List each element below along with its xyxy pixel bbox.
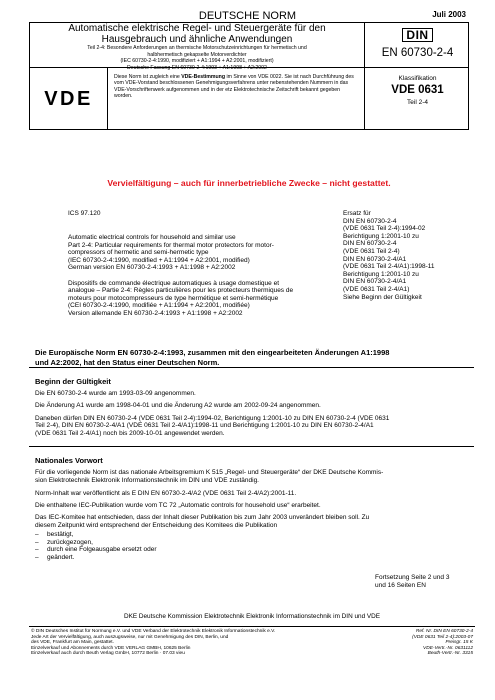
- vde-logo-cell: [30, 68, 108, 130]
- continuation-note: [375, 574, 475, 590]
- english-title-line: German version EN 60730-2-4:1993 + A1:1998 + A2:2002: [68, 264, 236, 272]
- din-cell: [365, 23, 470, 69]
- page-header-title: DEUTSCHE NORM: [198, 10, 297, 22]
- validity-paragraph: Die Änderung A1 wurde am 1998-04-01 und die Änderung A2 wurde am 2002-09-24 angenommen.: [35, 402, 321, 410]
- footer-reference: [363, 629, 473, 657]
- issue-date: Juli 2003: [432, 10, 466, 19]
- footer-divider: [29, 626, 475, 627]
- foreword-paragraph: [29, 469, 474, 489]
- foreign-titles: [68, 234, 344, 325]
- foreword-line: Für die vorliegende Norm ist das nationale Arbeitsgremium K 515 „Regel- und Steuergeräte“ der DKE Deutsche Kommis-: [35, 469, 384, 477]
- replacement-line: DIN EN 60730-2-4: [343, 217, 397, 225]
- eu-statement-line: Die Europäische Norm EN 60730-2-4:1993, zusammen mit den eingearbeiteten Änderungen A1:1998: [35, 348, 390, 357]
- english-title-line: compressors of hermetic and semi-hermetic type: [68, 249, 209, 257]
- vde-note-text-1: Diese Norm ist zugleich eine: [114, 74, 182, 80]
- replacement-info: [343, 210, 473, 301]
- replacement-line: DIN EN 60730-2-4/A1: [343, 278, 407, 286]
- validity-line: Teil 2-4), DIN EN 60730-2-4/A1 (VDE 0631 Teil 2-4/A1):1998-11 und Berichtigung 1:2001-10 zu DIN EN 60730-2-4/A1: [35, 422, 374, 430]
- copy-warning: Vervielfältigung – auch für innerbetriebliche Zwecke – nicht gestattet.: [107, 178, 391, 188]
- dash-bullet: –: [35, 530, 39, 538]
- foreword-line: sion Elektrotechnik Elektronik Informationstechnik im DIN und VDE zuständig.: [35, 477, 259, 485]
- foreword-paragraph: Norm-Inhalt war veröffentlicht als E DIN EN 60730-2-4/A2 (VDE 0631 Teil 2-4/A2):2001-11.: [35, 489, 297, 497]
- list-item: [29, 539, 474, 547]
- french-title-line: (CEI 60730-2-4:1990, modifiée + A1:1994 + A2:2001, modifiée): [68, 302, 250, 310]
- replacement-line: DIN EN 60730-2-4/A1: [343, 255, 407, 263]
- continuation-line: und 16 Seiten EN: [375, 581, 426, 589]
- validity-line: Daneben dürfen DIN EN 60730-2-4 (VDE 0631 Teil 2-4):1994-02, Berichtigung 1:2001-10 zu DIN EN 60730-2-4 (VDE 0631: [35, 414, 390, 422]
- foreword-line: Das IEC-Komitee hat entschieden, dass der Inhalt dieser Publikation bis zum Jahr 2003 unverändert bleiben soll. Zu: [35, 514, 370, 522]
- footer-ref-line: Beuth-Vertr.-Nr. 3315: [427, 651, 473, 656]
- classification-cell: [365, 68, 470, 130]
- title-box: [29, 22, 469, 71]
- footer-line: des VDE, Frankfurt am Main, gestattet.: [31, 640, 114, 645]
- footer-ref-line: Ref. Nr. DIN EN 60730-2-4: [415, 629, 473, 634]
- replacement-line: DIN EN 60730-2-4: [343, 240, 397, 248]
- dash-bullet: –: [35, 546, 39, 554]
- dke-line: DKE Deutsche Kommission Elektrotechnik Elektronik Informationstechnik im DIN und VDE: [123, 613, 381, 620]
- validity-line: (VDE 0631 Teil 2-4/A1) noch bis 2009-10-01 angewendet werden.: [35, 430, 225, 438]
- footer-copyright: [31, 629, 351, 657]
- list-item-text: durch eine Folgeausgabe ersetzt oder: [47, 546, 157, 554]
- continuation-line: Fortsetzung Seite 2 und 3: [375, 574, 450, 581]
- english-title: [68, 234, 344, 272]
- list-item: [29, 554, 474, 562]
- vde-note-text-2: im Sinne von VDE 0022. Sie ist nach Durchführung des vom VDE-Vorstand beschlossenen Genehmigungsverfahrens unter nebenstehenden Nummern in das VDE-Vorschriftenwerk aufgenommen und in der etz Elektrotechnische Zeitschrift bekannt gegeben worden.: [114, 74, 354, 100]
- section-heading-foreword: Nationales Vorwort: [35, 456, 103, 466]
- main-title-line-2: Hausgebrauch und ähnliche Anwendungen: [101, 34, 293, 45]
- list-item: [29, 546, 474, 554]
- vde-note-bold: VDE-Bestimmung: [181, 74, 225, 80]
- classification-label: Klassifikation: [398, 75, 437, 82]
- replacement-line: (VDE 0631 Teil 2-4): [343, 247, 400, 255]
- replacement-line: (VDE 0631 Teil 2-4/A1):1998-11: [343, 263, 435, 271]
- french-title: [68, 280, 344, 318]
- validity-paragraph: [29, 415, 474, 443]
- ics-code: ICS 97.120: [68, 210, 101, 217]
- foreword-paragraph: Die enthaltene IEC-Publikation wurde vom TC 72 „Automatic controls for household use“ erarbeitet.: [35, 501, 321, 509]
- french-title-line: Dispositifs de commande électrique automatiques à usage domestique et: [68, 279, 280, 287]
- replacement-line: Ersatz für: [343, 210, 371, 217]
- title-cell: [30, 23, 365, 69]
- replacement-line: (VDE 0631 Teil 2-4):1994-02: [343, 225, 426, 233]
- subtitle-line-4: Deutsche Fassung EN 60730-2-4:1993 + A1:1998 + A2:2002: [127, 64, 267, 71]
- footer-ref-line: VDE-Vertr.-Nr. 0631112: [423, 645, 473, 651]
- foreword-paragraph: [29, 514, 474, 531]
- vde-part: Teil 2-4: [407, 99, 428, 106]
- list-item-text: bestätigt,: [47, 530, 74, 538]
- footer-line: Jede Art der Vervielfältigung, auch auszugsweise, nur mit Genehmigung des DIN, Berlin, und: [31, 634, 229, 640]
- french-title-line: analogue – Partie 2-4: Règles particulières pour les protecteurs thermiques de: [68, 287, 294, 295]
- english-title-line: (IEC 60730-2-4:1990, modified + A1:1994 + A2:2001, modified): [68, 256, 250, 264]
- english-title-line: Part 2-4: Particular requirements for thermal motor protectors for motor-: [68, 241, 274, 249]
- french-title-line: moteurs pour motocompresseurs de type hermétique et semi-hermétique: [68, 294, 279, 302]
- footer-ref-line: Preisgr. 15 K: [445, 640, 473, 645]
- english-title-line: Automatic electrical controls for household and similar use: [68, 234, 236, 241]
- subtitle-line-3: (IEC 60730-2-4:1990, modifiziert + A1:1994 + A2:2001, modifiziert): [120, 58, 274, 65]
- dash-bullet: –: [35, 554, 39, 562]
- main-title-line-1: Automatische elektrische Regel- und Steuergeräte für den: [68, 23, 326, 34]
- eu-statement-line: und A2:2002, hat den Status einer Deutschen Norm.: [35, 357, 220, 367]
- replacement-line: Berichtigung 1:2001-10 zu: [343, 232, 419, 240]
- din-standard-number: EN 60730-2-4: [381, 47, 454, 59]
- section-heading-validity: Beginn der Gültigkeit: [35, 377, 111, 386]
- subtitle-line-1: Teil 2-4: Besondere Anforderungen an thermische Motorschutzeinrichtungen für hermetisch und: [87, 45, 307, 51]
- list-item: [29, 531, 474, 539]
- footer-line: Einzelverkauf auch durch Beuth Verlag GmbH, 10772 Berlin · 07.03 vieu: [31, 651, 185, 656]
- subtitle-line-2: halbhermetisch gekapselte Motorverdichter: [147, 51, 247, 58]
- replacement-line: Siehe Beginn der Gültigkeit: [343, 293, 422, 301]
- list-item-text: geändert.: [47, 554, 75, 562]
- foreword-line: diesem Zeitpunkt wird entsprechend der Entscheidung des Komitees die Publikation: [35, 521, 278, 529]
- footer-line: Einzelverkauf und Abonnements durch VDE VERLAG GMBH, 10625 Berlin: [31, 645, 191, 651]
- eu-statement: [35, 348, 475, 367]
- list-item-text: zurückgezogen,: [47, 538, 93, 546]
- french-title-line: Version allemande EN 60730-2-4:1993 + A1:1998 + A2:2002: [68, 309, 243, 317]
- validity-paragraph: Die EN 60730-2-4 wurde am 1993-03-09 angenommen.: [35, 390, 196, 397]
- replacement-line: (VDE 0631 Teil 2-4/A1): [343, 285, 410, 293]
- vde-note: [108, 68, 365, 130]
- footer-line: © DIN Deutsches Institut für Normung e.V. und VDE Verband der Elektrotechnik Elektronik Informationstechnik e.V.: [31, 629, 276, 634]
- dash-bullet: –: [35, 538, 39, 546]
- replacement-line: Berichtigung 1:2001-10 zu: [343, 270, 419, 278]
- main-body: [29, 367, 474, 562]
- vde-number: VDE 0631: [391, 84, 444, 96]
- din-logo: DIN: [402, 28, 432, 42]
- footer-ref-line: (VDE 0631 Teil 2-4):2003-07: [412, 634, 473, 640]
- vde-logo: VDE: [44, 87, 93, 110]
